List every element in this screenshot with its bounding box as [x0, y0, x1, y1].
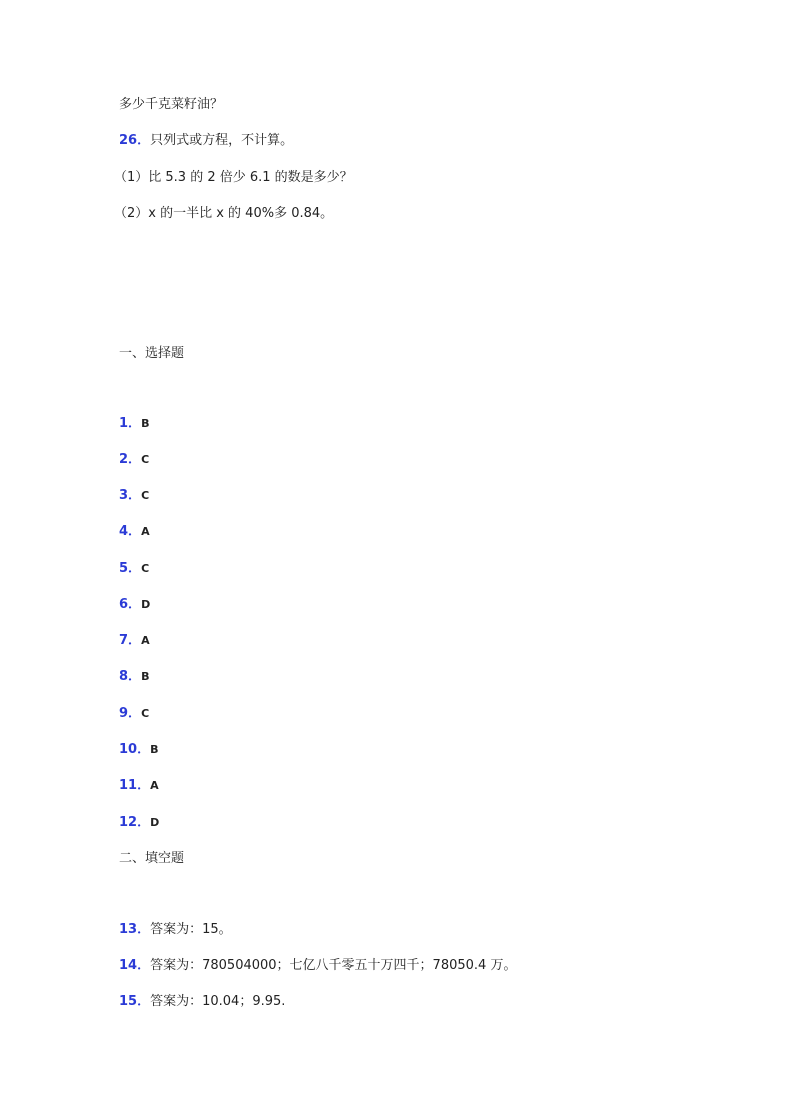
answer-separator: ．: [128, 524, 142, 539]
answer-separator: ．: [137, 742, 151, 757]
answer-separator: ．: [137, 994, 151, 1009]
answer-separator: ．: [137, 958, 151, 973]
answer-value: C: [141, 707, 150, 720]
answer-separator: ．: [128, 706, 142, 721]
answer-separator: ．: [128, 561, 142, 576]
answer-separator: ．: [128, 452, 142, 467]
answer-number: 9: [119, 706, 129, 721]
answer-value: 答案为：15。: [150, 922, 232, 937]
question-26: [119, 132, 293, 150]
answer-separator: ．: [137, 778, 151, 793]
answer-row: [119, 523, 150, 541]
answer-separator: ．: [128, 488, 142, 503]
answer-number: 8: [119, 669, 129, 684]
answer-row: [119, 921, 232, 939]
answer-row: [119, 814, 159, 832]
answer-number: 4: [119, 524, 129, 539]
answer-separator: ．: [137, 922, 151, 937]
answer-number: 6: [119, 597, 129, 612]
answer-number: 11: [119, 778, 138, 793]
answer-row: [119, 451, 149, 469]
question-separator: ．: [137, 133, 151, 148]
answer-value: D: [150, 816, 160, 829]
answer-number: 5: [119, 561, 129, 576]
answer-value: A: [141, 634, 150, 647]
answer-row: [119, 777, 159, 795]
answer-value: C: [141, 489, 150, 502]
answer-separator: ．: [128, 633, 142, 648]
sub-question-2: （2）x 的一半比 x 的 40%多 0.84。: [114, 206, 334, 221]
answer-row: [119, 487, 149, 505]
answer-number: 2: [119, 452, 129, 467]
question-number: 26: [119, 133, 138, 148]
answer-row: [119, 415, 149, 433]
answer-row: [119, 596, 150, 614]
answer-separator: ．: [128, 416, 142, 431]
answer-number: 13: [119, 922, 138, 937]
answer-number: 12: [119, 815, 138, 830]
answer-value: 答案为：10.04；9.95.: [150, 994, 286, 1009]
answer-row: [119, 993, 285, 1011]
answer-separator: ．: [128, 669, 142, 684]
answer-value: C: [141, 562, 150, 575]
answer-value: B: [141, 670, 150, 683]
answer-number: 15: [119, 994, 138, 1009]
section-title-choice: 一、选择题: [119, 346, 185, 361]
answer-number: 3: [119, 488, 129, 503]
answer-row: [119, 957, 516, 975]
answer-value: B: [150, 743, 159, 756]
answer-value: 答案为：780504000；七亿八千零五十万四千；78050.4 万。: [150, 958, 517, 973]
answer-row: [119, 705, 149, 723]
question-continuation: 多少千克菜籽油？: [119, 97, 224, 112]
answer-number: 1: [119, 416, 129, 431]
answer-value: C: [141, 453, 150, 466]
section-title-fill: 二、填空题: [119, 851, 185, 866]
answer-row: [119, 741, 159, 759]
answer-row: [119, 560, 149, 578]
answer-separator: ．: [137, 815, 151, 830]
answer-number: 14: [119, 958, 138, 973]
question-text: 只列式或方程，不计算。: [150, 133, 294, 148]
answer-number: 10: [119, 742, 138, 757]
answer-row: [119, 668, 149, 686]
answer-row: [119, 632, 150, 650]
answer-value: D: [141, 598, 151, 611]
answer-value: A: [141, 525, 150, 538]
sub-question-1: （1）比 5.3 的 2 倍少 6.1 的数是多少？: [114, 170, 353, 185]
answer-value: A: [150, 779, 159, 792]
answer-number: 7: [119, 633, 129, 648]
answer-separator: ．: [128, 597, 142, 612]
answer-value: B: [141, 417, 150, 430]
